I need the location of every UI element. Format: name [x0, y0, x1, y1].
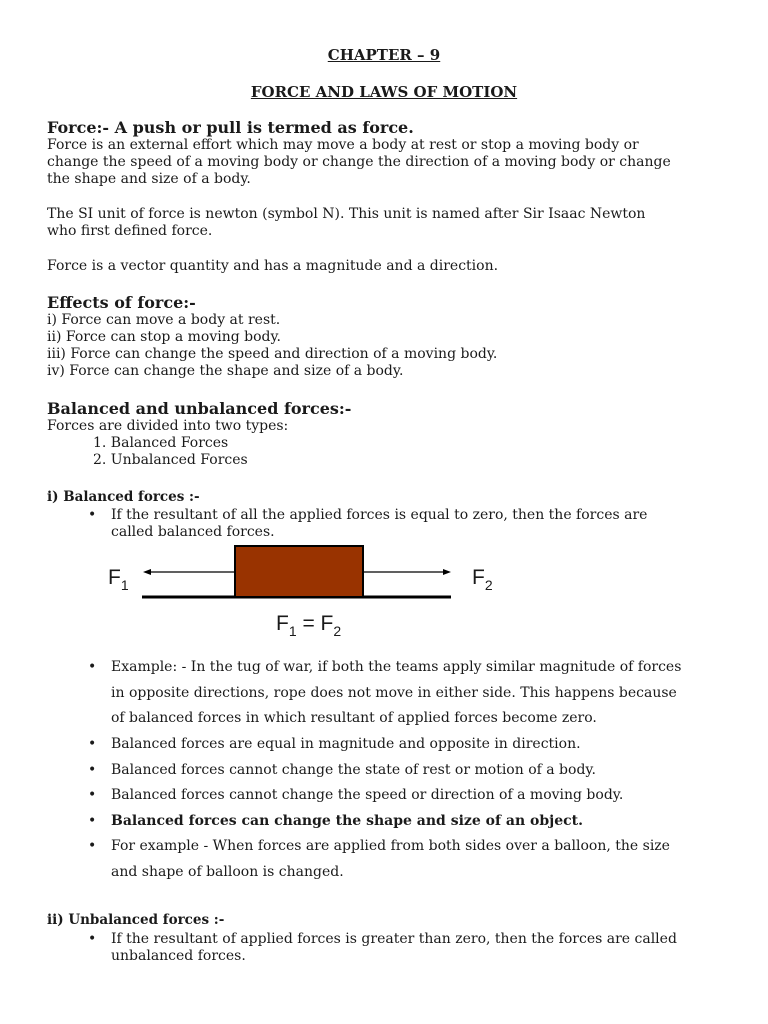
si-unit-paragraph [47, 206, 737, 240]
text-line: change the speed of a moving body or change the direction of a moving body or change [47, 154, 671, 170]
bullet-icon: • [88, 838, 97, 854]
chapter-number: CHAPTER – 9 [327, 46, 441, 64]
force-label-f2: $F_2$ [472, 566, 493, 593]
balanced-forces-diagram [95, 540, 515, 650]
text-line: called balanced forces. [111, 524, 275, 540]
tug-of-war-example [111, 655, 731, 732]
bullet-icon: • [88, 659, 97, 675]
force-heading: Force:- A push or pull is termed as force. [47, 118, 414, 137]
block [235, 546, 363, 597]
list-item: 1. Balanced Forces [93, 435, 229, 451]
force-definition [47, 137, 737, 188]
text-line: the shape and size of a body. [47, 171, 251, 187]
text-line: If the resultant of all the applied forces is equal to zero, then the forces are [111, 507, 648, 523]
text-line: The SI unit of force is newton (symbol N). This unit is named after Sir Isaac Newton [47, 206, 646, 222]
types-list [93, 435, 248, 469]
text-line: who first defined force. [47, 223, 213, 239]
effects-list [47, 312, 497, 380]
text-line: For example - When forces are applied from both sides over a balloon, the size [111, 838, 670, 854]
bullet-icon: • [88, 931, 97, 947]
list-item: ii) Force can stop a moving body. [47, 329, 281, 345]
bullet-icon: • [88, 507, 97, 523]
balanced-point: Balanced forces cannot change the state of rest or motion of a body. [111, 762, 596, 778]
unbalanced-heading: ii) Unbalanced forces :- [47, 912, 225, 928]
left-arrowhead [143, 569, 151, 575]
bullet-icon: • [88, 736, 97, 752]
list-item: iv) Force can change the shape and size of a body. [47, 363, 404, 379]
effects-heading: Effects of force:- [47, 293, 196, 312]
chapter-title: FORCE AND LAWS OF MOTION [250, 83, 518, 101]
list-item: 2. Unbalanced Forces [93, 452, 248, 468]
balanced-definition [111, 507, 731, 541]
balanced-bold-point: Balanced forces can change the shape and size of an object. [111, 813, 583, 829]
bullet-icon: • [88, 813, 97, 829]
force-equation: $F_1 = F_2$ [276, 612, 342, 639]
bullet-icon: • [88, 762, 97, 778]
force-label-f1: $F_1$ [108, 566, 129, 593]
text-line: Example: - In the tug of war, if both the teams apply similar magnitude of forces [111, 659, 682, 675]
balanced-point: Balanced forces cannot change the speed or direction of a moving body. [111, 787, 624, 803]
text-line: and shape of balloon is changed. [111, 863, 344, 880]
text-line: If the resultant of applied forces is greater than zero, then the forces are called [111, 931, 677, 947]
types-heading: Balanced and unbalanced forces:- [47, 399, 352, 418]
unbalanced-definition [111, 931, 731, 965]
bullet-icon: • [88, 787, 97, 803]
balanced-point: Balanced forces are equal in magnitude and opposite in direction. [111, 736, 581, 752]
text-line: in opposite directions, rope does not move in either side. This happens because [111, 684, 677, 701]
right-arrowhead [443, 569, 451, 575]
text-line: unbalanced forces. [111, 948, 246, 964]
text-line: of balanced forces in which resultant of applied forces become zero. [111, 710, 597, 726]
vector-paragraph: Force is a vector quantity and has a magnitude and a direction. [47, 258, 499, 274]
types-intro: Forces are divided into two types: [47, 418, 289, 434]
list-item: iii) Force can change the speed and direction of a moving body. [47, 346, 498, 362]
balloon-example [111, 834, 731, 885]
balanced-heading: i) Balanced forces :- [47, 489, 200, 505]
text-line: Force is an external effort which may move a body at rest or stop a moving body or [47, 137, 639, 153]
list-item: i) Force can move a body at rest. [47, 312, 281, 328]
